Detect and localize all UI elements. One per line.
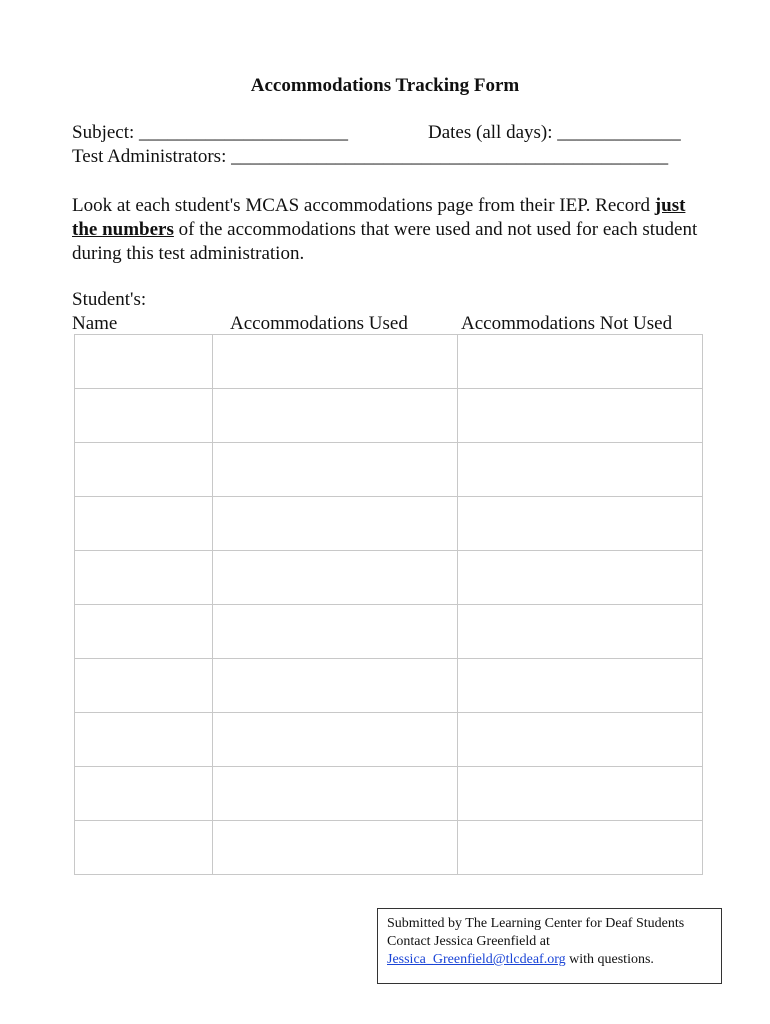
test-administrators-field[interactable]: Test Administrators: ______________________________________________ xyxy=(72,146,669,167)
subject-field[interactable]: Subject: ______________________ xyxy=(72,122,349,143)
student-name-cell[interactable] xyxy=(75,497,213,551)
table-row xyxy=(75,389,703,443)
accommodations-not-used-cell[interactable] xyxy=(458,335,703,389)
student-name-cell[interactable] xyxy=(75,605,213,659)
form-title: Accommodations Tracking Form xyxy=(250,75,520,96)
column-header-name: Name xyxy=(72,313,118,334)
instructions-emphasis: just the numbers xyxy=(72,195,686,240)
contact-line-2: Contact Jessica Greenfield at xyxy=(387,934,550,949)
accommodations-used-cell[interactable] xyxy=(213,497,458,551)
contact-box xyxy=(377,908,722,984)
accommodations-not-used-cell[interactable] xyxy=(458,389,703,443)
student-name-cell[interactable] xyxy=(75,551,213,605)
accommodations-not-used-cell[interactable] xyxy=(458,821,703,875)
accommodations-not-used-cell[interactable] xyxy=(458,443,703,497)
students-label: Student's: xyxy=(72,289,147,310)
accommodations-used-cell[interactable] xyxy=(213,551,458,605)
student-name-cell[interactable] xyxy=(75,389,213,443)
student-name-cell[interactable] xyxy=(75,713,213,767)
tracking-table xyxy=(74,334,703,875)
student-name-cell[interactable] xyxy=(75,767,213,821)
contact-line-1: Submitted by The Learning Center for Deaf Students xyxy=(387,916,685,931)
contact-suffix: with questions. xyxy=(565,952,654,967)
instructions-paragraph xyxy=(72,194,702,266)
column-header-accommodations-used: Accommodations Used xyxy=(230,313,408,334)
accommodations-used-cell[interactable] xyxy=(213,659,458,713)
accommodations-not-used-cell[interactable] xyxy=(458,497,703,551)
student-name-cell[interactable] xyxy=(75,335,213,389)
accommodations-used-cell[interactable] xyxy=(213,713,458,767)
column-header-accommodations-not-used: Accommodations Not Used xyxy=(461,313,673,334)
tracking-table-body xyxy=(75,335,703,875)
accommodations-not-used-cell[interactable] xyxy=(458,713,703,767)
accommodations-used-cell[interactable] xyxy=(213,443,458,497)
accommodations-not-used-cell[interactable] xyxy=(458,767,703,821)
instructions-text-1: Look at each student's MCAS accommodations page from their IEP. Record xyxy=(72,195,655,216)
table-row xyxy=(75,443,703,497)
dates-field[interactable]: Dates (all days): _____________ xyxy=(428,122,681,143)
accommodations-used-cell[interactable] xyxy=(213,821,458,875)
accommodations-not-used-cell[interactable] xyxy=(458,551,703,605)
table-row xyxy=(75,821,703,875)
accommodations-not-used-cell[interactable] xyxy=(458,659,703,713)
accommodations-used-cell[interactable] xyxy=(213,389,458,443)
accommodations-used-cell[interactable] xyxy=(213,335,458,389)
student-name-cell[interactable] xyxy=(75,443,213,497)
contact-line-3 xyxy=(387,951,712,969)
table-row xyxy=(75,551,703,605)
table-row xyxy=(75,767,703,821)
table-row xyxy=(75,659,703,713)
table-row xyxy=(75,713,703,767)
table-row xyxy=(75,605,703,659)
accommodations-not-used-cell[interactable] xyxy=(458,605,703,659)
accommodations-used-cell[interactable] xyxy=(213,767,458,821)
table-row xyxy=(75,335,703,389)
email-link[interactable]: Jessica_Greenfield@tlcdeaf.org xyxy=(387,952,566,967)
student-name-cell[interactable] xyxy=(75,659,213,713)
table-row xyxy=(75,497,703,551)
accommodations-used-cell[interactable] xyxy=(213,605,458,659)
instructions-text-2: of the accommodations that were used and not used for each student during this test administration. xyxy=(72,219,698,264)
student-name-cell[interactable] xyxy=(75,821,213,875)
